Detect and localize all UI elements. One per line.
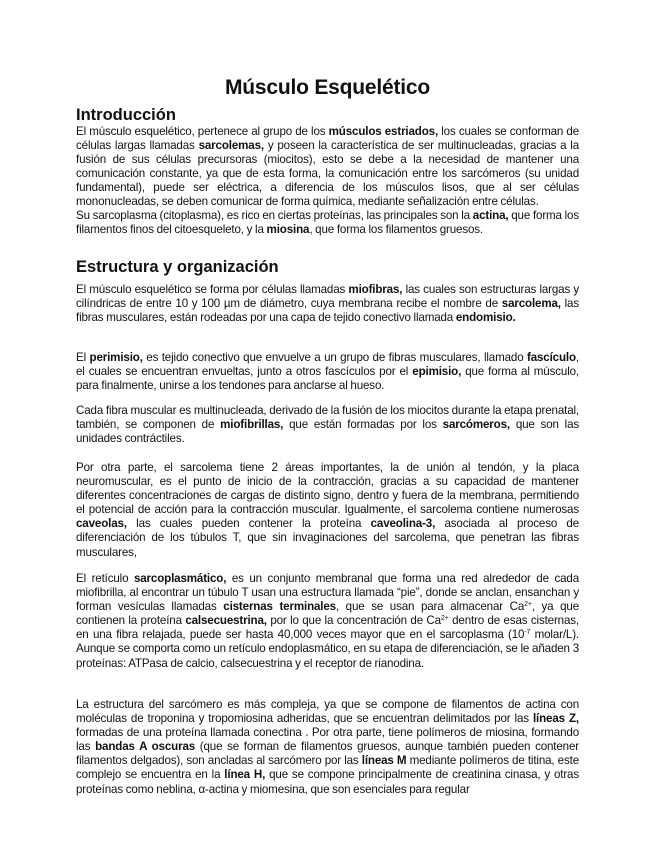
bold-term: sarcolemas, [198, 139, 264, 153]
page-title: Músculo Esquelético [224, 76, 431, 99]
text-run: Su sarcoplasma (citoplasma), es rico en ciertas proteínas, las principales son la [76, 209, 473, 222]
paragraph [76, 209, 579, 237]
text-run: El músculo esquelético, pertenece al grupo de los [76, 125, 329, 138]
text-run: formadas de una proteína llamada conectina . Por otra parte, tiene polímeros de miosina, formando las [76, 726, 579, 754]
bold-term: sarcolema, [501, 297, 561, 311]
bold-term: sarcoplasmático, [133, 572, 227, 585]
superscript: -7 [524, 629, 531, 637]
text-run: (que se forman de filamentos gruesos, aunque también pueden contener filamentos delgados), son ancladas al sarcómero por las [76, 740, 579, 768]
text-run: las cuales son estructuras largas y cilíndricas de entre 10 y 100 µm de diámetro, cuya membrana recibe el nombre de [76, 283, 580, 311]
bold-term: línea H, [224, 768, 266, 782]
text-run: El [76, 351, 90, 364]
paragraph [76, 461, 579, 560]
text-run: , el cuales se encuentran envueltas, junto a otros fascículos por el [76, 351, 579, 379]
text-run: El retículo [76, 572, 134, 585]
text-run: las fibras musculares, están rodeadas por una capa de tejido conectivo llamada [76, 297, 579, 325]
bold-term: endomisio. [455, 311, 516, 325]
bold-term: líneas M [361, 754, 407, 768]
bold-term: caveolina-3, [370, 517, 436, 531]
text-run: las cuales pueden contener la proteína [126, 517, 371, 531]
bold-term: bandas A oscuras [95, 740, 196, 754]
text-run: El músculo esquelético se forma por células llamadas [76, 283, 349, 296]
section-heading-introduccion: Introducción [76, 106, 176, 124]
bold-term: músculos estriados, [328, 125, 439, 138]
paragraph [76, 404, 579, 446]
paragraph [76, 351, 579, 393]
bold-term: líneas Z, [532, 712, 579, 726]
text-run: que están formadas por los [283, 418, 443, 432]
bold-term: miosina [266, 223, 310, 237]
text-run: Cada fibra muscular es multinucleada, derivado de la fusión de los miocitos durante la etapa prenatal, también, se componen de [76, 404, 579, 432]
text-run: que se compone principalmente de creatinina cinasa, y otras proteínas como neblina, α-actina y miomesina, que son esenciales para regular [76, 768, 579, 796]
paragraph [76, 572, 579, 671]
text-run: , ya que contienen la proteína [76, 600, 579, 628]
text-run: por lo que la concentración de Ca [266, 614, 441, 628]
text-run: que forma al músculo, para finalmente, unirse a los tendones para anclarse al hueso. [76, 365, 579, 393]
bold-term: calsecuestrina, [185, 614, 267, 628]
text-run: mediante polímeros de titina, este complejo se encuentra en la [76, 754, 579, 782]
bold-term: miofibrillas, [220, 418, 284, 432]
text-run: dentro de esas cisternas, en una fibra relajada, puede ser hasta 40,000 veces mayor que en el sarcoplasma (10 [76, 614, 579, 642]
bold-term: fascículo [527, 351, 576, 364]
bold-term: cisternas terminales [223, 600, 336, 614]
bold-term: actina, [472, 209, 509, 222]
bold-term: epimisio, [412, 365, 462, 379]
bold-term: caveolas, [76, 517, 127, 531]
paragraph [76, 283, 579, 325]
text-run: Por otra parte, el sarcolema tiene 2 áreas importantes, la de unión al tendón, y la placa neuromuscular, es el punto de inicio de la contracción, gracias a su capacidad de mantener diferentes concentraciones de cargas de distinto signo, dentro y fuera de la membrana, permitiendo el potencial de acción para la contracción muscular. Igualmente, el sarcolema contiene numerosas [76, 461, 579, 517]
text-run: que son las unidades contráctiles. [76, 418, 580, 446]
superscript: 2+ [524, 601, 532, 609]
section-heading-estructura: Estructura y organización [76, 258, 279, 276]
superscript: 2+ [440, 615, 449, 623]
text-run: , que forma los filamentos gruesos. [309, 223, 483, 237]
bold-term: miofibras, [348, 283, 403, 296]
bold-term: sarcómeros, [442, 418, 510, 432]
text-run: , que se usan para almacenar Ca [335, 600, 525, 614]
paragraph [76, 125, 579, 210]
text-run: y poseen la característica de ser multinucleadas, gracias a la fusión de sus células precursoras (miocitos), esto se debe a la necesidad de mantener una comunicación constante, ya que de esta forma, la comunicación entre los sarcómeros (su unidad fundamental), puede ser eléctrica, a diferencia de los músculos lisos, que al ser células mononucleadas, se deben comunicar de forma química, mediante señalización entre células. [76, 139, 579, 209]
text-run: los cuales se conforman de células largas llamadas [76, 125, 580, 153]
text-run: que forma los filamentos finos del citoesqueleto, y la [76, 209, 579, 237]
paragraph [76, 698, 579, 796]
text-run: La estructura del sarcómero es más compleja, ya que se compone de filamentos de actina con moléculas de troponina y tropomiosina adheridas, que se encuentran delimitados por las [76, 698, 579, 726]
bold-term: perimisio, [89, 351, 143, 364]
text-run: molar/L). Aunque se comporta como un retículo endoplasmático, en su etapa de diferenciación, se le añaden 3 proteínas: ATPasa de calcio, calsecuestrina y el receptor de rianodina. [76, 628, 579, 670]
text-run: asociada al proceso de diferenciación de los túbulos T, que sin invaginaciones del sarcolema, que penetran las fibras musculares, [76, 517, 580, 559]
text-run: es tejido conectivo que envuelve a un grupo de fibras musculares, llamado [142, 351, 527, 364]
text-run: es un conjunto membranal que forma una red alrededor de cada miofibrilla, al encontrar un túbulo T usan una estructura llamada “pie”, donde se anclan, ensanchan y forman vesículas llamadas [76, 572, 579, 614]
